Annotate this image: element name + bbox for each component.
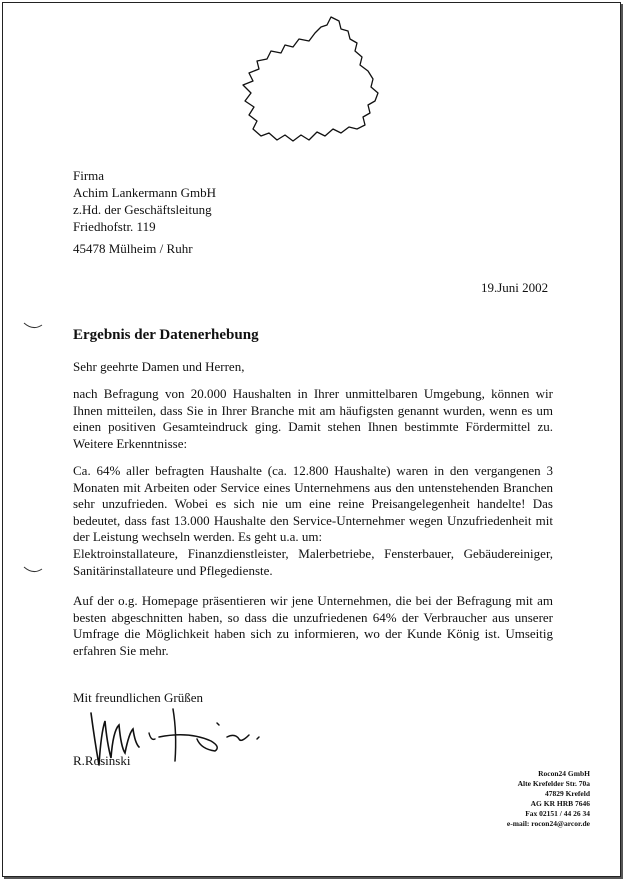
recipient-address — [73, 167, 216, 235]
footer-register: AG KR HRB 7646 — [530, 799, 590, 808]
recipient-city: 45478 Mülheim / Ruhr — [73, 241, 193, 256]
recipient-company: Achim Lankermann GmbH — [73, 185, 216, 200]
letter-subject: Ergebnis der Datenerhebung — [73, 327, 259, 343]
closing-greeting: Mit freundlichen Grüßen — [73, 690, 203, 705]
signer-name: R.Rosinski — [73, 753, 131, 768]
state-outline-logo — [229, 13, 391, 145]
recipient-line-firma: Firma — [73, 168, 105, 183]
footer-fax: Fax 02151 / 44 26 34 — [525, 809, 590, 818]
body-paragraph: Auf der o.g. Homepage präsentieren wir jene Unternehmen, die bei der Befragung mit am besten abgeschnitten haben, so dass die unzufriedenen 64% der Verbraucher aus unserer Umfrage die Möglichkeit haben sich zu informieren, wo der Kunde König ist. Umseitig erfahren Sie mehr. — [73, 593, 553, 658]
recipient-attention: z.Hd. der Geschäftsleitung — [73, 202, 212, 217]
letter-date: 19.Juni 2002 — [481, 280, 549, 295]
body-paragraph: nach Befragung von 20.000 Haushalten in Ihrer unmittelbaren Umgebung, können wir Ihnen mitteilen, dass Sie in Ihrer Branche mit am häufigsten genannt wurden, wenn es um einen positiven Gesamteindruck ging. Damit stehen Ihnen bestimmte Fördermittel zu. Weitere Erkenntnisse: — [73, 386, 553, 451]
footer-city: 47829 Krefeld — [544, 789, 590, 798]
footer-email: e-mail: rocon24@arcor.de — [506, 819, 590, 828]
fold-mark — [23, 565, 43, 575]
footer-street: Alte Krefelder Str. 70a — [517, 779, 590, 788]
branch-list-paragraph: Elektroinstallateure, Finanzdienstleister, Malerbetriebe, Fensterbauer, Gebäudereiniger, Sanitärinstallateure und Pflegedienste. — [73, 546, 553, 578]
footer-company: Rocon24 GmbH — [538, 769, 590, 778]
body-paragraph: Ca. 64% aller befragten Haushalte (ca. 12.800 Haushalte) waren in den vergangenen 3 Monaten mit Arbeiten oder Service eines Unternehmens aus den untenstehenden Branchen sehr unzufrieden. Wobei es sich nie um eine reine Preisangelegenheit handelte! Das bedeutet, dass fast 13.000 Haushalte den Service-Unternehmer wegen Unzufriedenheit mit der Leistung wechseln werden. Es geht u.a. um: — [73, 463, 553, 544]
letter-page — [2, 2, 621, 877]
sender-footer — [507, 769, 590, 829]
recipient-street: Friedhofstr. 119 — [73, 219, 156, 234]
fold-mark — [23, 321, 43, 331]
salutation: Sehr geehrte Damen und Herren, — [73, 359, 245, 374]
